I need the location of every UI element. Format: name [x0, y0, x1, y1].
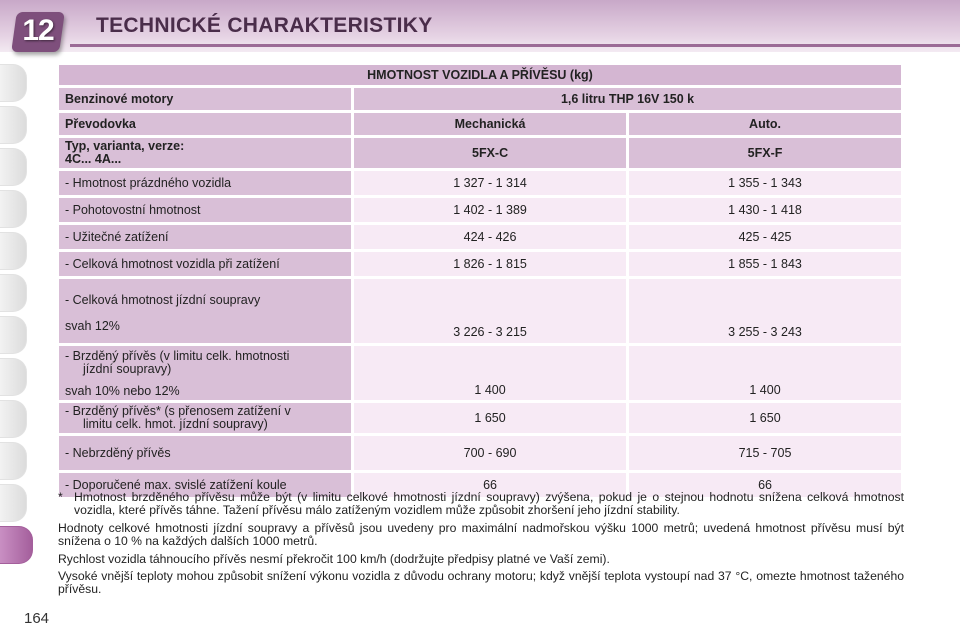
nose-weight-manual: 66: [354, 473, 626, 497]
row-label: - Hmotnost prázdného vozidla: [59, 171, 351, 195]
engine-row: [59, 88, 901, 110]
chapter-tab[interactable]: [0, 190, 27, 228]
weights-table: [56, 62, 904, 500]
gearbox-auto: Auto.: [629, 113, 901, 135]
chapter-tab[interactable]: [0, 316, 27, 354]
table-row: [59, 252, 901, 276]
row-auto: 1 355 - 1 343: [629, 171, 901, 195]
row-label: - Užitečné zatížení: [59, 225, 351, 249]
chapter-tab[interactable]: [0, 484, 27, 522]
chapter-tab[interactable]: [0, 274, 27, 312]
braked-transfer-label-cont: limitu celk. hmot. jízdní soupravy): [83, 417, 268, 431]
braked-transfer-label: - Brzděný přívěs* (s přenosem zatížení v: [65, 403, 291, 418]
row-label: - Pohotovostní hmotnost: [59, 198, 351, 222]
braked-label-cont: jízdní soupravy): [83, 362, 172, 377]
gearbox-label: Převodovka: [59, 113, 351, 135]
note-altitude: Hodnoty celkové hmotnosti jízdní soupravy a přívěsů jsou uvedeny pro maximální nadmořskou výšku 1000 metrů; uvedená hmotnost přívěsu musí být snížena o 10 % na každých dalších 1000 metrů.: [58, 520, 904, 549]
notes: [58, 491, 904, 601]
table-caption-row: [59, 65, 901, 85]
combined-label-cell: [59, 279, 351, 343]
type-manual: 5FX-C: [354, 138, 626, 168]
chapter-tabs: [0, 64, 34, 568]
type-label-line2: 4C... 4A...: [65, 152, 122, 166]
combined-label: - Celková hmotnost jízdní soupravy: [65, 293, 261, 307]
table-row: [59, 198, 901, 222]
type-auto: 5FX-F: [629, 138, 901, 168]
row-auto: 1 430 - 1 418: [629, 198, 901, 222]
braked-label: - Brzděný přívěs (v limitu celk. hmotnosti: [65, 348, 290, 363]
chapter-tab[interactable]: [0, 232, 27, 270]
unbraked-manual: 700 - 690: [354, 436, 626, 470]
page-title: TECHNICKÉ CHARAKTERISTIKY: [96, 14, 433, 37]
table-caption: HMOTNOST VOZIDLA A PŘÍVĚSU (kg): [59, 65, 901, 85]
table-row: [59, 225, 901, 249]
table-row: [59, 171, 901, 195]
type-label-line1: Typ, varianta, verze:: [65, 139, 185, 153]
note-speed: Rychlost vozidla táhnoucího přívěs nesmí překročit 100 km/h (dodržujte předpisy platné ve Vaší zemi).: [58, 551, 610, 566]
braked-transfer-manual: 1 650: [354, 403, 626, 433]
page-number: 164: [24, 610, 50, 627]
braked-transfer-auto: 1 650: [629, 403, 901, 433]
braked-slope-label: svah 10% nebo 12%: [65, 383, 180, 398]
row-manual: 1 327 - 1 314: [354, 171, 626, 195]
type-label: [59, 138, 351, 168]
nose-weight-auto: 66: [629, 473, 901, 497]
engine-value: 1,6 litru THP 16V 150 k: [354, 88, 901, 110]
row-auto: 1 855 - 1 843: [629, 252, 901, 276]
chapter-tab[interactable]: [0, 442, 27, 480]
footnote: [58, 491, 904, 518]
row-auto: 425 - 425: [629, 225, 901, 249]
braked-transfer-label-cell: [59, 403, 351, 433]
row-manual: 1 402 - 1 389: [354, 198, 626, 222]
chapter-tab[interactable]: [0, 358, 27, 396]
footnote-star: *: [58, 490, 63, 504]
combined-manual: 3 226 - 3 215: [354, 279, 626, 343]
note-temperature: Vysoké vnější teploty mohou způsobit snížení výkonu vozidla z důvodu ochrany motoru; když vnější teplota vystoupí nad 37 °C, omezte hmotnost taženého přívěsu.: [58, 569, 904, 597]
engine-label: Benzinové motory: [59, 88, 351, 110]
table-row: [59, 279, 901, 343]
row-manual: 1 826 - 1 815: [354, 252, 626, 276]
unbraked-auto: 715 - 705: [629, 436, 901, 470]
row-label: - Celková hmotnost vozidla při zatížení: [59, 252, 351, 276]
footnote-text: Hmotnost brzděného přívěsu může být (v limitu celkové hmotnosti jízdní soupravy) zvýšena, pokud je o stejnou hodnotu snížena celková hmotnost vozidla, které přívěs táhne. Tažení přívěsu málo zatíženým vozidlem může způsobit zhoršení jeho jízdní stability.: [74, 490, 904, 518]
table-row: [59, 403, 901, 433]
gearbox-row: [59, 113, 901, 135]
nose-weight-label: - Doporučené max. svislé zatížení koule: [59, 473, 351, 497]
gearbox-manual: Mechanická: [354, 113, 626, 135]
braked-manual: 1 400: [354, 346, 626, 400]
chapter-tab[interactable]: [0, 148, 27, 186]
row-manual: 424 - 426: [354, 225, 626, 249]
table-row: [59, 346, 901, 400]
chapter-tab[interactable]: [0, 64, 27, 102]
chapter-number: 12: [22, 14, 54, 47]
table-row: [59, 436, 901, 470]
braked-label-cell: [59, 346, 351, 400]
braked-auto: 1 400: [629, 346, 901, 400]
chapter-tab[interactable]: [0, 400, 27, 438]
unbraked-label: - Nebrzděný přívěs: [59, 436, 351, 470]
combined-auto: 3 255 - 3 243: [629, 279, 901, 343]
combined-slope-label: svah 12%: [65, 319, 120, 333]
chapter-tab[interactable]: [0, 106, 27, 144]
chapter-tab-active[interactable]: [0, 526, 33, 564]
type-row: [59, 138, 901, 168]
